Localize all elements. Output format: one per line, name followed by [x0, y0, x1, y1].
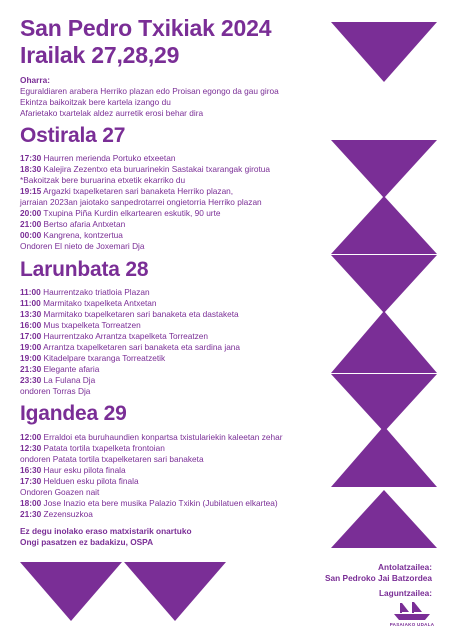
event-row — [20, 186, 233, 197]
triangle-down-4 — [331, 374, 437, 432]
event-text: Haur esku pilota finala — [43, 465, 126, 475]
event-text: Elegante afaria — [43, 364, 100, 374]
notice-heading: Oharra: — [20, 75, 50, 85]
event-time: 00:00 — [20, 230, 42, 240]
event-time: 17:30 — [20, 476, 42, 486]
event-text: Zezensuzkoa — [43, 509, 93, 519]
event-time: 19:00 — [20, 342, 42, 352]
event-row — [20, 309, 239, 320]
event-row — [20, 331, 208, 342]
pasaia-logo — [389, 600, 435, 630]
event-row — [20, 375, 95, 386]
triangle-down-3 — [331, 255, 437, 313]
event-row — [20, 487, 99, 498]
notice-line: Afarietako txartelak aldez aurretik erosi behar dira — [20, 108, 204, 118]
triangle-up-1 — [331, 196, 437, 254]
event-text: Bertso afaria Antxetan — [43, 219, 126, 229]
triangle-down-1 — [331, 22, 437, 82]
event-time: 23:30 — [20, 375, 42, 385]
event-row — [20, 432, 282, 443]
event-time: 21:30 — [20, 364, 42, 374]
day-title-sunday: Igandea 29 — [20, 402, 127, 425]
event-time: 19:00 — [20, 353, 42, 363]
event-row — [20, 208, 221, 219]
event-time: 13:30 — [20, 309, 42, 319]
event-time: 17:00 — [20, 331, 42, 341]
event-time: 18:30 — [20, 164, 42, 174]
event-time: 19:15 — [20, 186, 42, 196]
event-row — [20, 298, 157, 309]
event-row — [20, 498, 278, 509]
event-row — [20, 465, 126, 476]
event-text: ondoren Patata tortila txapelketaren sari banaketa — [20, 454, 204, 464]
triangle-up-3 — [331, 426, 437, 487]
event-row — [20, 454, 204, 465]
event-text: Ondoren Goazen nait — [20, 487, 100, 497]
event-row — [20, 443, 165, 454]
event-time: 17:30 — [20, 153, 42, 163]
event-text: Kalejira Zezentxo eta buruarinekin Sastakai txarangak girotua — [43, 164, 270, 174]
event-time: 12:30 — [20, 443, 42, 453]
event-row — [20, 353, 165, 364]
event-time: 11:00 — [20, 287, 41, 297]
event-text: Mus txapelketa Torreatzen — [43, 320, 141, 330]
event-text: *Bakoitzak bere buruarina etxetik ekarriko du — [20, 175, 186, 185]
event-row — [20, 175, 185, 186]
event-row — [20, 320, 141, 331]
event-time: 21:30 — [20, 509, 42, 519]
collaborator-label: Laguntzailea: — [378, 588, 432, 598]
event-time: 12:00 — [20, 432, 42, 442]
notice-line: Ekintza baikoitzak bere kartela izango du — [20, 97, 171, 107]
event-text: Kitadelpare txaranga Torreatzetik — [43, 353, 166, 363]
event-row — [20, 219, 125, 230]
event-text: Haurren merienda Portuko etxeetan — [43, 153, 176, 163]
logo-text: PASAIAKO UDALA — [389, 622, 435, 627]
event-text: ondoren Torras Dja — [20, 386, 91, 396]
closing-line: Ez degu inolako eraso matxistarik onartuko — [20, 526, 192, 536]
event-text: Arrantza txapelketaren sari banaketa eta sardina jana — [43, 342, 241, 352]
event-row — [20, 342, 240, 353]
triangle-up-4 — [331, 490, 437, 548]
day-title-friday: Ostirala 27 — [20, 124, 126, 147]
event-time: 18:00 — [20, 498, 42, 508]
organizer-name: San Pedroko Jai Batzordea — [325, 573, 432, 583]
event-text: Ondoren El nieto de Joxemari Dja — [20, 241, 145, 251]
event-row — [20, 476, 139, 487]
event-row — [20, 364, 99, 375]
event-text: Marmitako txapelketa Antxetan — [43, 298, 157, 308]
triangle-bottom-2 — [124, 562, 226, 621]
page-subtitle-dates: Irailak 27,28,29 — [20, 42, 180, 68]
event-row — [20, 509, 93, 520]
event-text: Haurrentzako triatloia Plazan — [43, 287, 150, 297]
event-text: Argazki txapelketaren sari banaketa Herriko plazan, — [43, 186, 234, 196]
page-title: San Pedro Txikiak 2024 — [20, 15, 272, 41]
event-row — [20, 287, 150, 298]
event-time: 16:30 — [20, 465, 42, 475]
boat-icon — [392, 600, 432, 622]
event-text: Patata tortila txapelketa frontoian — [43, 443, 165, 453]
event-text: Kangrena, kontzertua — [43, 230, 123, 240]
event-row — [20, 153, 175, 164]
event-text: jarraian 2023an jaiotako sanpedrotarrei ongietorria Herriko plazan — [20, 197, 262, 207]
event-row — [20, 386, 90, 397]
event-time: 16:00 — [20, 320, 42, 330]
event-row — [20, 197, 262, 208]
event-text: Marmitako txapelketaren sari banaketa eta dastaketa — [43, 309, 239, 319]
event-text: Helduen esku pilota finala — [43, 476, 139, 486]
closing-line: Ongi pasatzen ez badakizu, OSPA — [20, 537, 154, 547]
event-row — [20, 241, 145, 252]
event-time: 21:00 — [20, 219, 42, 229]
triangle-up-2 — [331, 311, 437, 373]
organizer-label: Antolatzailea: — [378, 562, 432, 572]
day-title-saturday: Larunbata 28 — [20, 258, 149, 281]
event-time: 11:00 — [20, 298, 41, 308]
triangle-bottom-1 — [20, 562, 122, 621]
event-row — [20, 230, 123, 241]
event-text: Txupina Piña Kurdin elkartearen eskutik, 90 urte — [43, 208, 221, 218]
event-text: Jose Inazio eta bere musika Palazio Txikin (Jubilatuen elkartea) — [43, 498, 278, 508]
event-text: La Fulana Dja — [43, 375, 96, 385]
triangle-down-2 — [331, 140, 437, 198]
event-time: 20:00 — [20, 208, 42, 218]
notice-line: Eguraldiaren arabera Herriko plazan edo Proisan egongo da gau giroa — [20, 86, 279, 96]
event-row — [20, 164, 270, 175]
event-text: Haurrentzako Arrantza txapelketa Torreatzen — [43, 331, 209, 341]
event-text: Erraldoi eta buruhaundien konpartsa txistulariekin kaleetan zehar — [43, 432, 283, 442]
